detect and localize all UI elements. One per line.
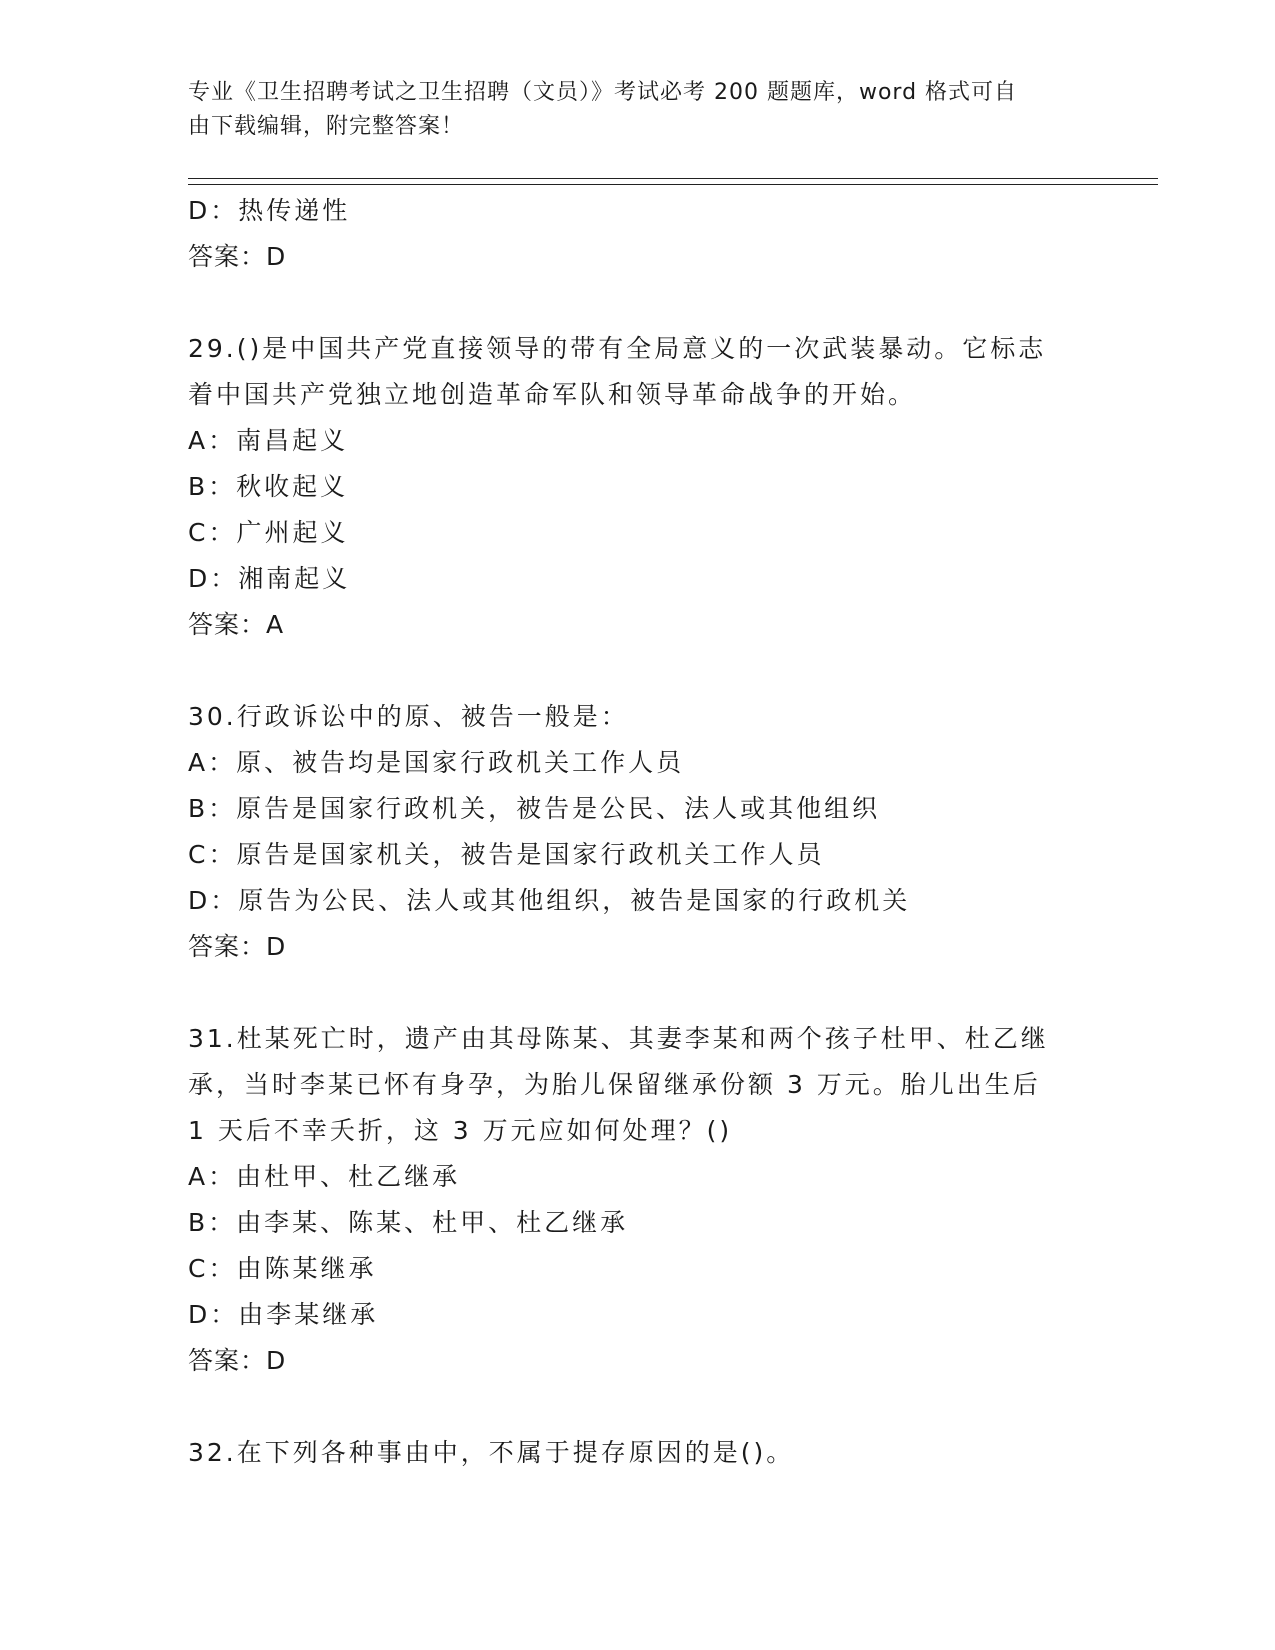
- option-c: C：原告是国家机关，被告是国家行政机关工作人员: [188, 840, 825, 869]
- spacer: [188, 280, 1088, 326]
- document-body: [188, 188, 1088, 1476]
- header-line-1: 专业《卫生招聘考试之卫生招聘（文员）》考试必考 200 题题库，word 格式可自: [188, 80, 1018, 105]
- option-a: A：由杜甲、杜乙继承: [188, 1162, 461, 1191]
- question-32: [188, 1430, 1088, 1476]
- question-30: [188, 694, 1088, 970]
- prev-answer: 答案：D: [188, 242, 287, 271]
- option-a: A：原、被告均是国家行政机关工作人员: [188, 748, 685, 777]
- answer: 答案：A: [188, 610, 285, 639]
- question-text: 30.行政诉讼中的原、被告一般是：: [188, 702, 629, 731]
- question-text: 承，当时李某已怀有身孕，为胎儿保留继承份额 3 万元。胎儿出生后: [188, 1070, 1041, 1099]
- option-d: D：原告为公民、法人或其他组织，被告是国家的行政机关: [188, 886, 911, 915]
- option-b: B：原告是国家行政机关，被告是公民、法人或其他组织: [188, 794, 881, 823]
- prev-option-d: D：热传递性: [188, 196, 351, 225]
- header-divider: [188, 178, 1158, 185]
- spacer: [188, 648, 1088, 694]
- answer: 答案：D: [188, 932, 287, 961]
- question-text: 29.()是中国共产党直接领导的带有全局意义的一次武装暴动。它标志: [188, 334, 1047, 363]
- option-d: D：由李某继承: [188, 1300, 379, 1329]
- option-a: A：南昌起义: [188, 426, 349, 455]
- option-c: C：由陈某继承: [188, 1254, 377, 1283]
- answer: 答案：D: [188, 1346, 287, 1375]
- question-text: 31.杜某死亡时，遗产由其母陈某、其妻李某和两个孩子杜甲、杜乙继: [188, 1024, 1049, 1053]
- question-text: 32.在下列各种事由中，不属于提存原因的是()。: [188, 1438, 795, 1467]
- question-text: 着中国共产党独立地创造革命军队和领导革命战争的开始。: [188, 380, 917, 409]
- option-c: C：广州起义: [188, 518, 349, 547]
- option-b: B：秋收起义: [188, 472, 349, 501]
- question-29: [188, 326, 1088, 648]
- spacer: [188, 970, 1088, 1016]
- question-text: 1 天后不幸夭折，这 3 万元应如何处理？(): [188, 1116, 733, 1145]
- option-b: B：由李某、陈某、杜甲、杜乙继承: [188, 1208, 629, 1237]
- spacer: [188, 1384, 1088, 1430]
- option-d: D：湘南起义: [188, 564, 351, 593]
- header-line-2: 由下载编辑，附完整答案！: [188, 114, 465, 139]
- question-31: [188, 1016, 1088, 1384]
- document-header: [188, 76, 1068, 144]
